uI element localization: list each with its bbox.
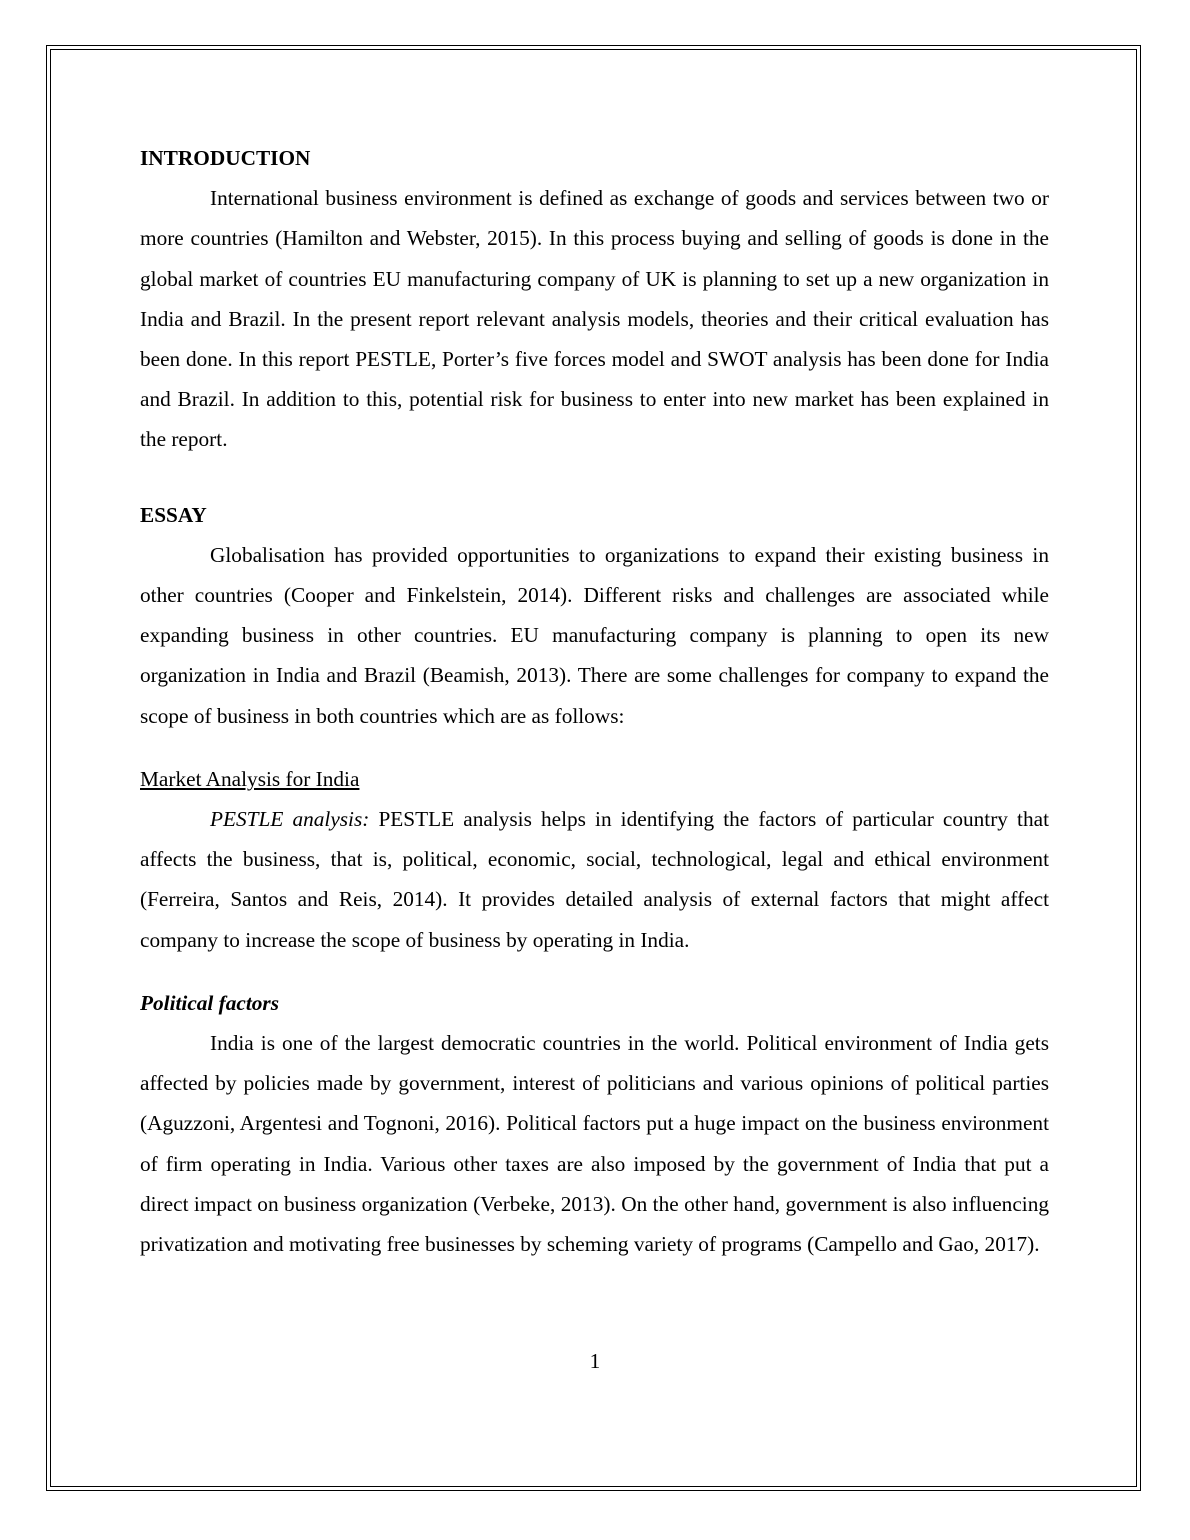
section-spacer <box>140 736 1049 759</box>
section-spacer <box>140 460 1049 495</box>
section-spacer <box>140 960 1049 983</box>
political-factors-heading: Political factors <box>140 990 280 1015</box>
document-body <box>140 138 1049 1264</box>
essay-paragraph: Globalisation has provided opportunities to organizations to expand their existing business in other countries (Cooper and Finkelstein, 2014). Different risks and challenges are associated while expanding business in other countries. EU manufacturing company is planning to open its new organization in India and Brazil (Beamish, 2013). There are some challenges for company to expand the scope of business in both countries which are as follows: <box>140 542 1049 728</box>
introduction-heading: INTRODUCTION <box>140 146 311 170</box>
market-analysis-paragraph <box>140 799 1049 960</box>
page-number: 1 <box>589 1349 601 1373</box>
pestle-lead: PESTLE analysis: <box>210 807 370 832</box>
political-factors-paragraph: India is one of the largest democratic countries in the world. Political environment of India gets affected by policies made by government, interest of politicians and various opinions of political parties (Aguzzoni, Argentesi and Tognoni, 2016). Political factors put a huge impact on the business environment of firm operating in India. Various other taxes are also imposed by the government of India that put a direct impact on business organization (Verbeke, 2013). On the other hand, government is also influencing privatization and motivating free businesses by scheming variety of programs (Campello and Gao, 2017). <box>140 1031 1049 1257</box>
market-analysis-heading: Market Analysis for India <box>140 766 360 791</box>
introduction-paragraph: International business environment is defined as exchange of goods and services between two or more countries (Hamilton and Webster, 2015). In this process buying and selling of goods is done in the global market of countries EU manufacturing company of UK is planning to set up a new organization in India and Brazil. In the present report relevant analysis models, theories and their critical evaluation has been done. In this report PESTLE, Porter’s five forces model and SWOT analysis has been done for India and Brazil. In addition to this, potential risk for business to enter into new market has been explained in the report. <box>140 186 1049 452</box>
pestle-text: PESTLE analysis helps in identifying the factors of particular country that affects the business, that is, political, economic, social, technological, legal and ethical environment (Ferreira, Santos and Reis, 2014). It provides detailed analysis of external factors that might affect company to increase the scope of business by operating in India. <box>140 807 1049 952</box>
essay-heading: ESSAY <box>140 502 207 527</box>
